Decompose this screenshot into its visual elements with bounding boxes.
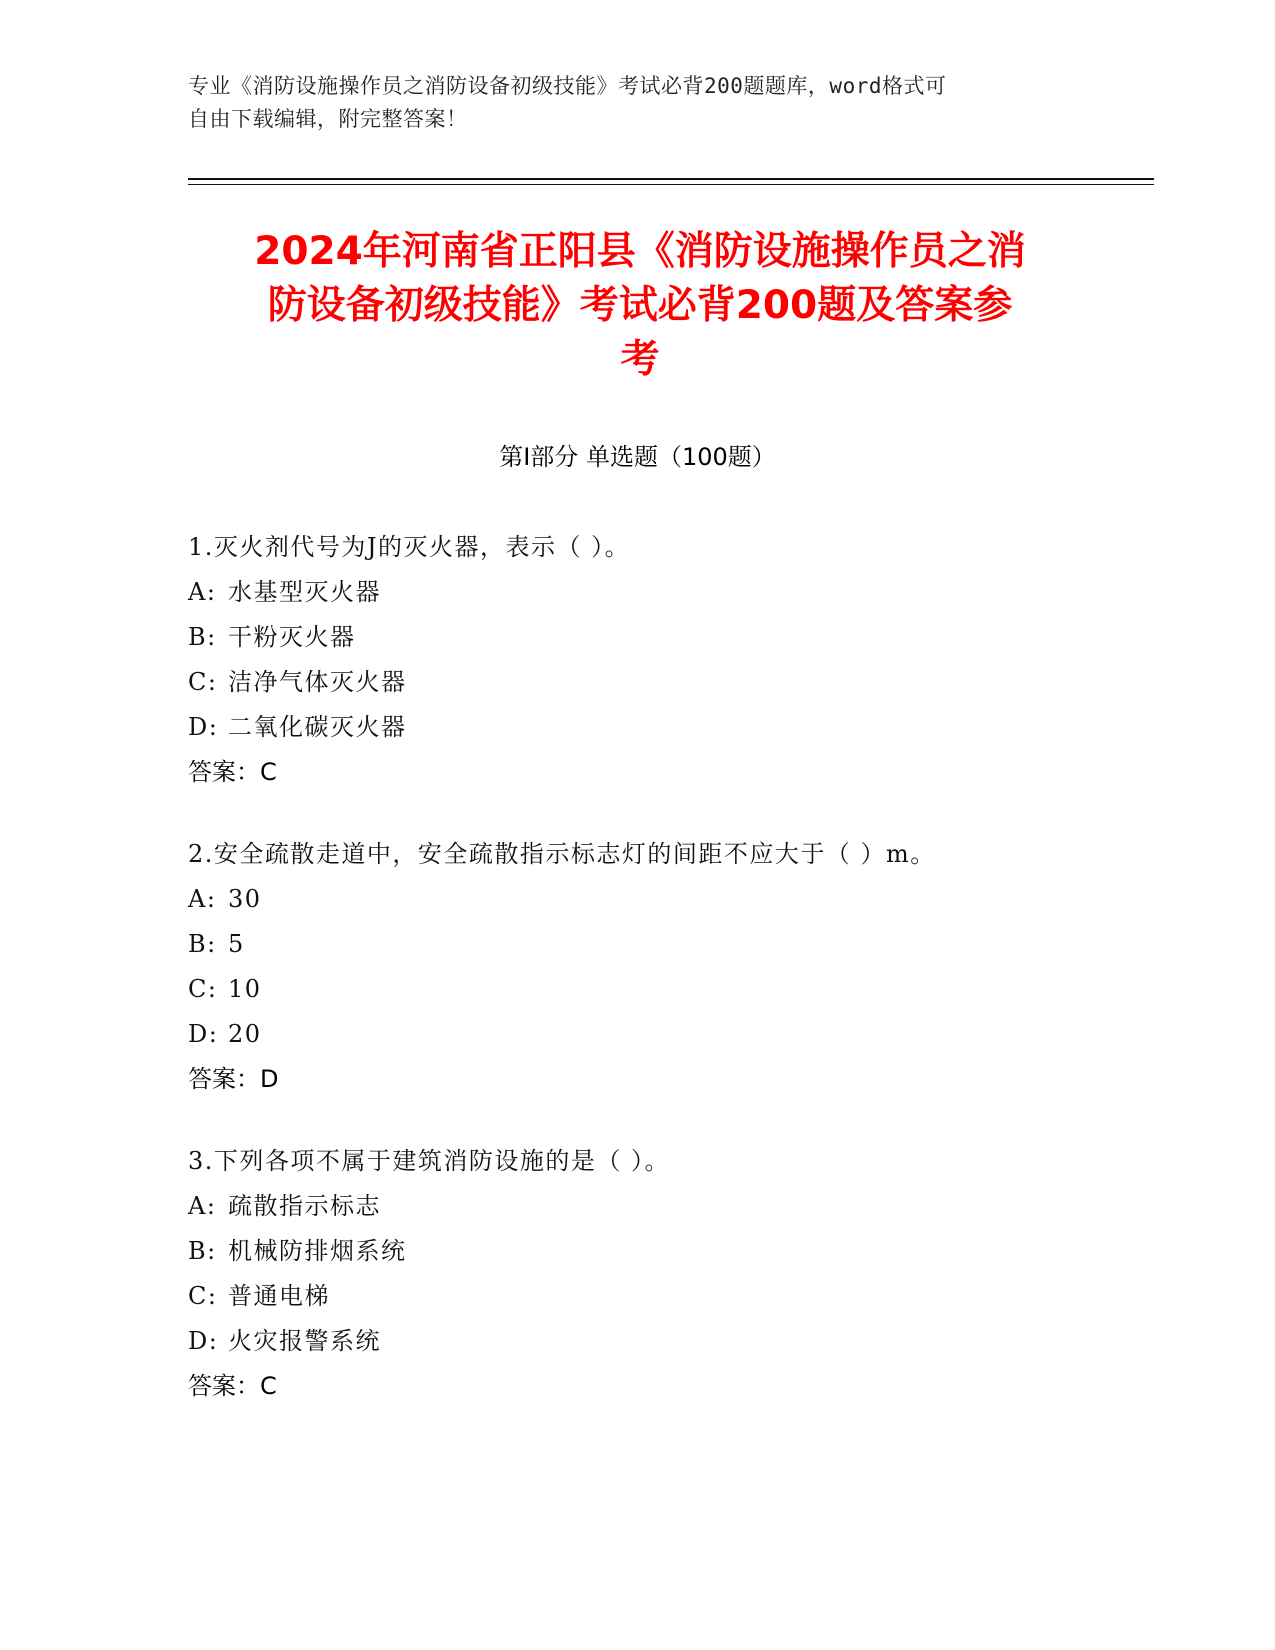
question-2 xyxy=(188,832,1148,1102)
intro-text xyxy=(188,70,1088,136)
option-key: B: xyxy=(188,623,217,651)
option-key: C: xyxy=(188,975,218,1003)
option-c xyxy=(188,1274,1148,1319)
option-text: 干粉灭火器 xyxy=(228,623,356,651)
option-key: D: xyxy=(188,713,219,741)
option-text: 30 xyxy=(228,885,262,913)
option-key: C: xyxy=(188,1282,218,1310)
header-rule-thick xyxy=(188,178,1154,180)
option-d xyxy=(188,1319,1148,1364)
option-text: 5 xyxy=(228,930,245,958)
option-a xyxy=(188,1184,1148,1229)
option-text: 水基型灭火器 xyxy=(228,578,381,606)
option-a xyxy=(188,570,1148,615)
question-stem: 3.下列各项不属于建筑消防设施的是（ ）。 xyxy=(188,1147,671,1175)
option-key: B: xyxy=(188,930,217,958)
title-line-2: 防设备初级技能》考试必背200题及答案参 xyxy=(267,283,1013,328)
question-list xyxy=(188,525,1148,1446)
option-key: A: xyxy=(188,1192,217,1220)
option-text: 二氧化碳灭火器 xyxy=(228,713,407,741)
question-stem: 2.安全疏散走道中，安全疏散指示标志灯的间距不应大于（ ）m。 xyxy=(188,840,936,868)
option-text: 疏散指示标志 xyxy=(228,1192,381,1220)
option-c xyxy=(188,967,1148,1012)
option-text: 火灾报警系统 xyxy=(228,1327,381,1355)
option-b xyxy=(188,922,1148,967)
question-1 xyxy=(188,525,1148,795)
option-key: D: xyxy=(188,1020,219,1048)
option-key: C: xyxy=(188,668,218,696)
option-text: 洁净气体灭火器 xyxy=(228,668,407,696)
option-text: 机械防排烟系统 xyxy=(228,1237,407,1265)
option-d xyxy=(188,1012,1148,1057)
option-text: 普通电梯 xyxy=(228,1282,330,1310)
question-stem: 1.灭火剂代号为J的灭火器，表示（ ）。 xyxy=(188,533,631,561)
option-text: 20 xyxy=(228,1020,262,1048)
option-b xyxy=(188,1229,1148,1274)
option-key: D: xyxy=(188,1327,219,1355)
option-d xyxy=(188,705,1148,750)
section-heading: 第Ⅰ部分 单选题（100题） xyxy=(499,443,776,471)
answer-line: 答案：C xyxy=(188,1372,277,1400)
intro-line-1: 专业《消防设施操作员之消防设备初级技能》考试必背200题题库，word格式可 xyxy=(188,74,947,98)
answer-line: 答案：D xyxy=(188,1065,279,1093)
title-line-3: 考 xyxy=(620,337,660,382)
option-key: A: xyxy=(188,578,217,606)
title-line-1: 2024年河南省正阳县《消防设施操作员之消 xyxy=(254,229,1026,274)
option-a xyxy=(188,877,1148,922)
option-key: B: xyxy=(188,1237,217,1265)
header-rule-thin xyxy=(188,184,1154,185)
option-key: A: xyxy=(188,885,217,913)
intro-line-2: 自由下载编辑，附完整答案！ xyxy=(188,107,468,131)
question-3 xyxy=(188,1139,1148,1409)
option-b xyxy=(188,615,1148,660)
document-title xyxy=(180,225,1100,387)
option-c xyxy=(188,660,1148,705)
option-text: 10 xyxy=(228,975,262,1003)
answer-line: 答案：C xyxy=(188,758,277,786)
